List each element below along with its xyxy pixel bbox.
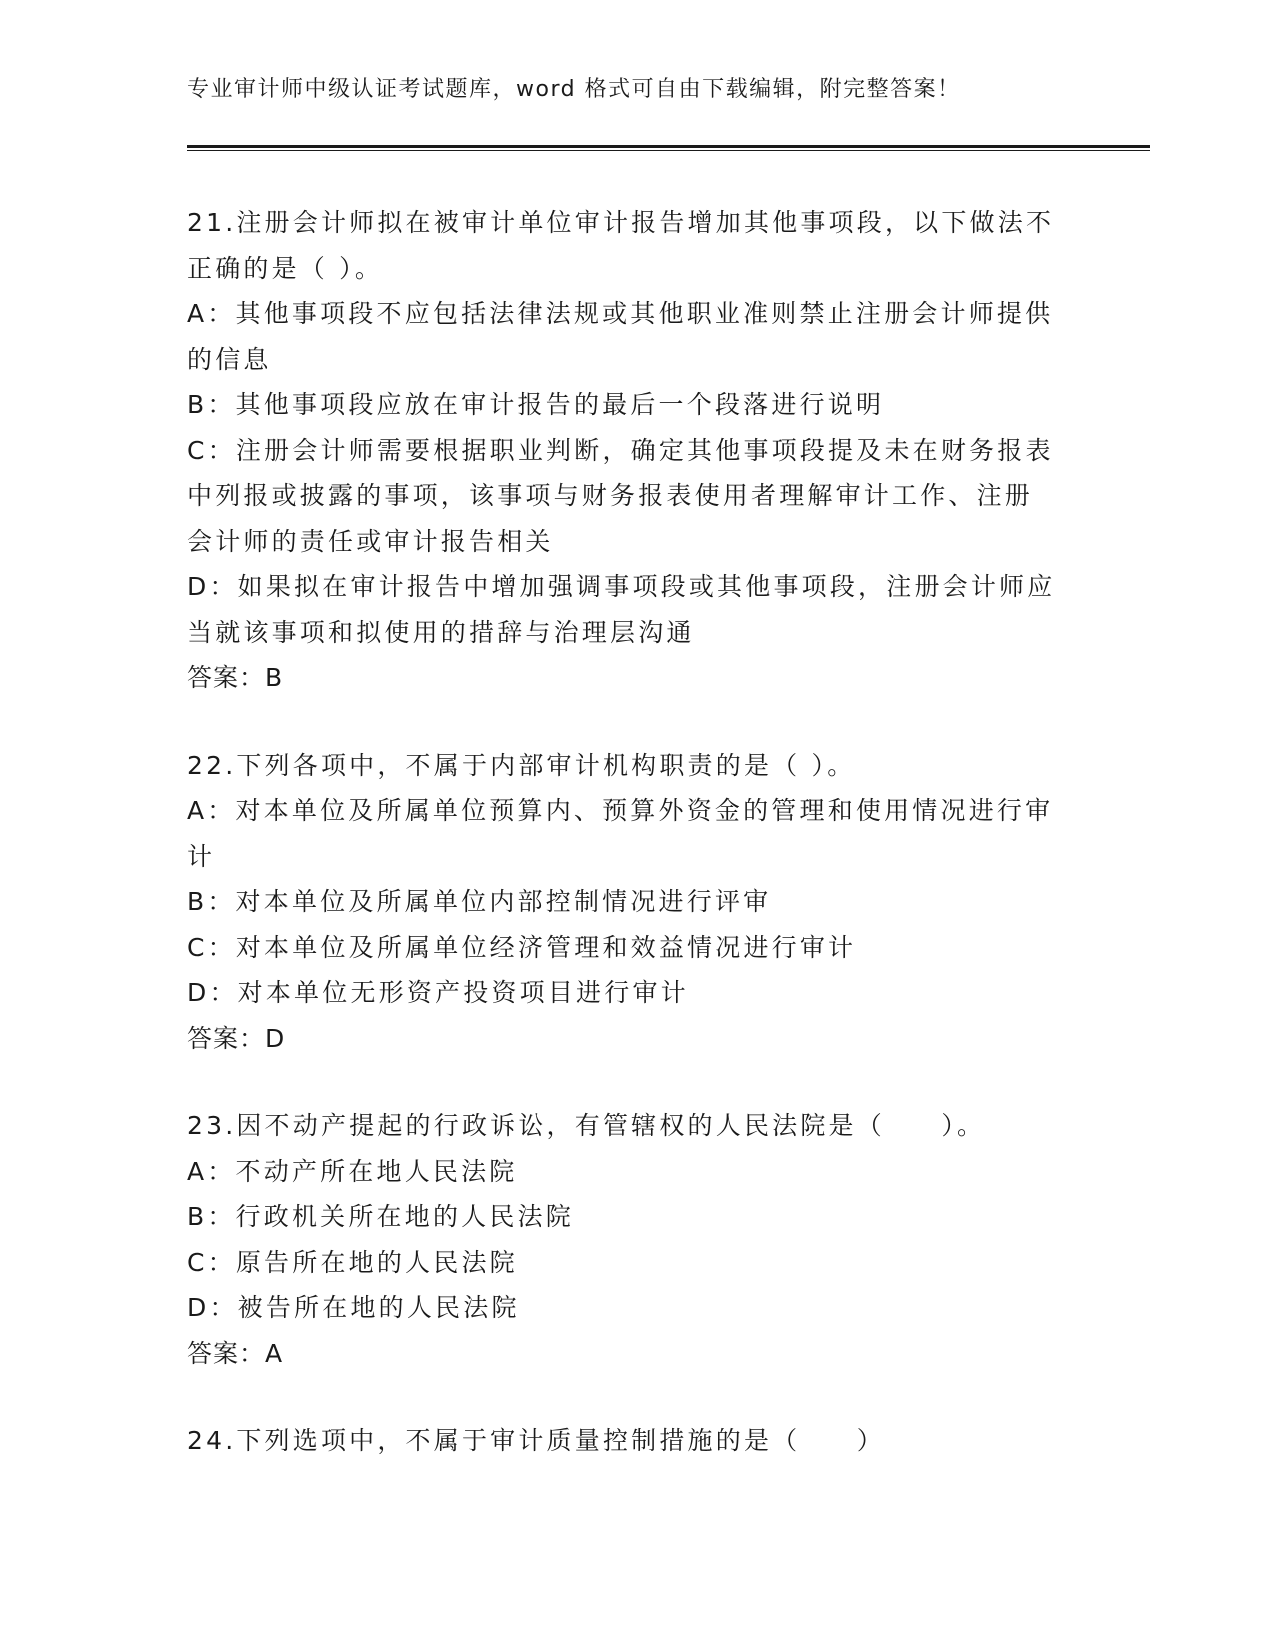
option-c: C：原告所在地的人民法院 — [187, 1247, 518, 1277]
option-d: 当就该事项和拟使用的措辞与治理层沟通 — [187, 617, 695, 647]
answer: 答案：D — [187, 1023, 286, 1053]
option-a: 计 — [187, 841, 216, 871]
option-c: C：对本单位及所属单位经济管理和效益情况进行审计 — [187, 932, 857, 962]
option-c: 会计师的责任或审计报告相关 — [187, 526, 554, 556]
question-stem: 正确的是（ ）。 — [187, 253, 384, 283]
option-d: D：如果拟在审计报告中增加强调事项段或其他事项段，注册会计师应 — [187, 572, 1056, 601]
question-list — [187, 200, 1087, 1506]
header-rule-thin — [187, 150, 1150, 151]
question-stem: 24.下列选项中，不属于审计质量控制措施的是（ ） — [187, 1426, 885, 1455]
header-rule — [187, 145, 1150, 148]
option-a: A：不动产所在地人民法院 — [187, 1156, 518, 1186]
question-stem: 21.注册会计师拟在被审计单位审计报告增加其他事项段，以下做法不 — [187, 208, 1055, 237]
question-stem: 23.因不动产提起的行政诉讼，有管辖权的人民法院是（ ）。 — [187, 1111, 986, 1140]
option-d: D：被告所在地的人民法院 — [187, 1293, 520, 1322]
question-23 — [187, 1103, 1087, 1376]
answer: 答案：A — [187, 1338, 284, 1368]
option-b: B：行政机关所在地的人民法院 — [187, 1202, 574, 1231]
option-d: D：对本单位无形资产投资项目进行审计 — [187, 978, 689, 1007]
question-22 — [187, 743, 1087, 1062]
question-21 — [187, 200, 1087, 701]
option-a: 的信息 — [187, 344, 272, 374]
question-stem: 22.下列各项中，不属于内部审计机构职责的是（ ）。 — [187, 750, 856, 780]
option-b: B：其他事项段应放在审计报告的最后一个段落进行说明 — [187, 390, 885, 419]
option-c: C：注册会计师需要根据职业判断，确定其他事项段提及未在财务报表 — [187, 435, 1054, 465]
option-b: B：对本单位及所属单位内部控制情况进行评审 — [187, 887, 772, 916]
page-header: 专业审计师中级认证考试题库，word 格式可自由下载编辑，附完整答案！ — [187, 77, 961, 102]
option-c: 中列报或披露的事项，该事项与财务报表使用者理解审计工作、注册 — [187, 481, 1034, 510]
question-24 — [187, 1418, 1087, 1464]
option-a: A：其他事项段不应包括法律法规或其他职业准则禁止注册会计师提供 — [187, 299, 1054, 328]
option-a: A：对本单位及所属单位预算内、预算外资金的管理和使用情况进行审 — [187, 796, 1054, 825]
answer: 答案：B — [187, 663, 284, 692]
